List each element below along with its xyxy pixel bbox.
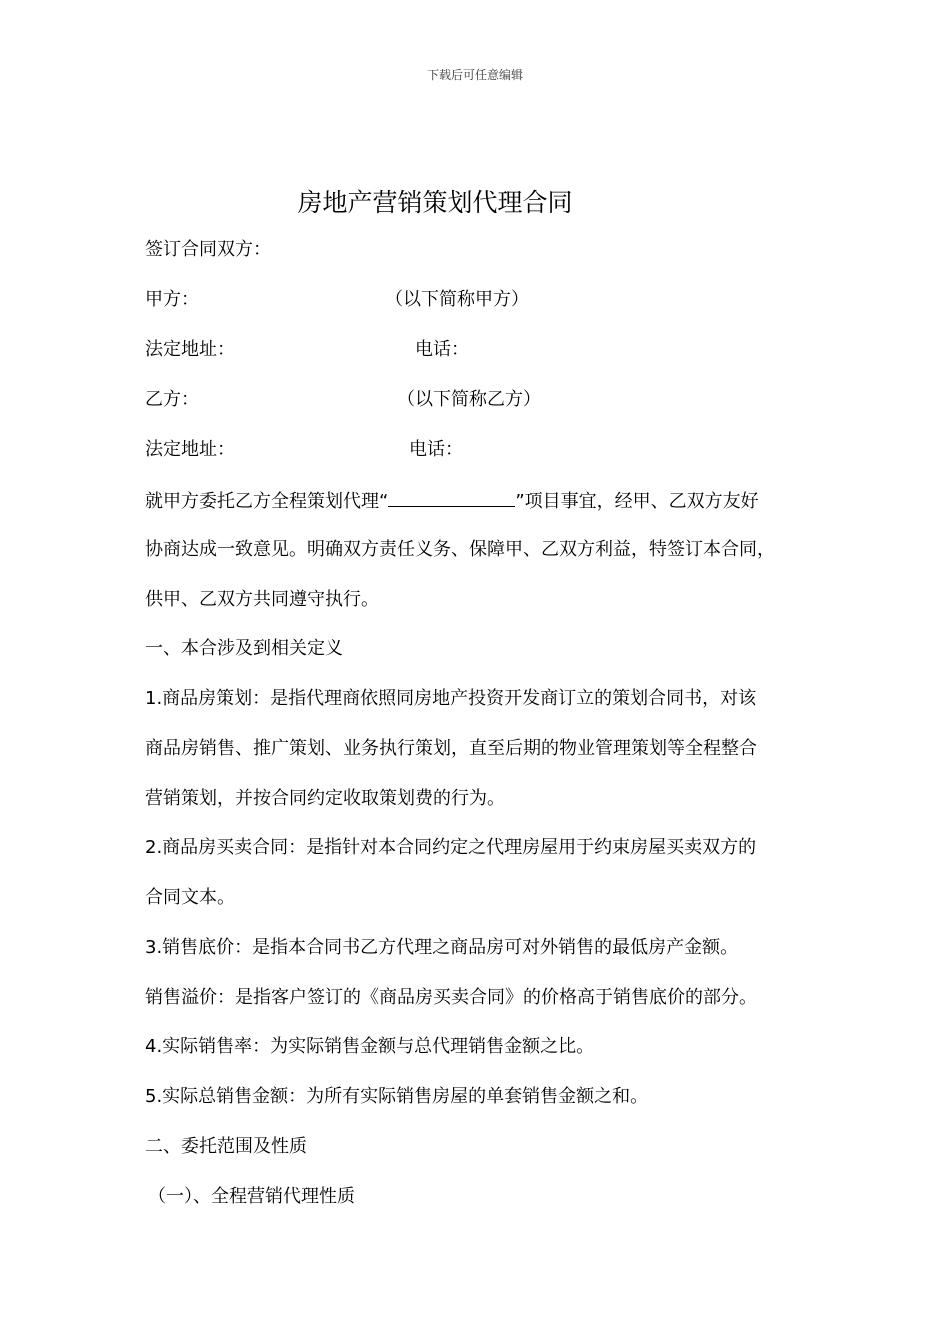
definition-2-line-2: 合同文本。 [145, 887, 235, 908]
intro-line1-start: 就甲方委托乙方全程策划代理“ [145, 491, 389, 512]
intro-line1-end: ”项目事宜，经甲、乙双方友好 [515, 491, 759, 512]
party-a-address-label: 法定地址： [145, 339, 235, 360]
definition-3: 3.销售底价：是指本合同书乙方代理之商品房可对外销售的最低房产金额。 [145, 937, 739, 958]
intro-paragraph-line-2: 协商达成一致意见。明确双方责任义务、保障甲、乙双方利益，特签订本合同， [145, 539, 775, 560]
party-b-address-label: 法定地址： [145, 439, 235, 460]
parties-intro: 签订合同双方： [145, 239, 271, 260]
document-title: 房地产营销策划代理合同 [297, 188, 573, 217]
intro-paragraph-line-1 [145, 488, 759, 514]
section-2-heading: 二、委托范围及性质 [145, 1136, 307, 1157]
definition-3b: 销售溢价：是指客户签订的《商品房买卖合同》的价格高于销售底价的部分。 [145, 987, 757, 1008]
party-a-phone-label: 电话： [415, 339, 469, 360]
definition-1-line-2: 商品房销售、推广策划、业务执行策划，直至后期的物业管理策划等全程整合 [145, 738, 757, 759]
party-b-phone-label: 电话： [409, 439, 463, 460]
definition-1-line-1: 1.商品房策划：是指代理商依照同房地产投资开发商订立的策划合同书，对该 [145, 688, 757, 709]
party-a-label: 甲方： [145, 289, 199, 310]
definition-2-line-1: 2.商品房买卖合同：是指针对本合同约定之代理房屋用于约束房屋买卖双方的 [145, 837, 757, 858]
definition-1-line-3: 营销策划，并按合同约定收取策划费的行为。 [145, 788, 505, 809]
party-a-short-name: （以下简称甲方） [385, 289, 529, 310]
definition-4: 4.实际销售率：为实际销售金额与总代理销售金额之比。 [145, 1036, 595, 1057]
page-header-note: 下载后可任意编辑 [426, 68, 523, 82]
project-name-blank [388, 488, 515, 507]
party-b-label: 乙方： [145, 389, 199, 410]
section-1-heading: 一、本合涉及到相关定义 [145, 638, 343, 659]
section-2-subheading-1: （一）、全程营销代理性质 [148, 1186, 355, 1207]
intro-paragraph-line-3: 供甲、乙双方共同遵守执行。 [145, 589, 379, 610]
party-b-short-name: （以下简称乙方） [397, 389, 541, 410]
definition-5: 5.实际总销售金额：为所有实际销售房屋的单套销售金额之和。 [145, 1086, 649, 1107]
